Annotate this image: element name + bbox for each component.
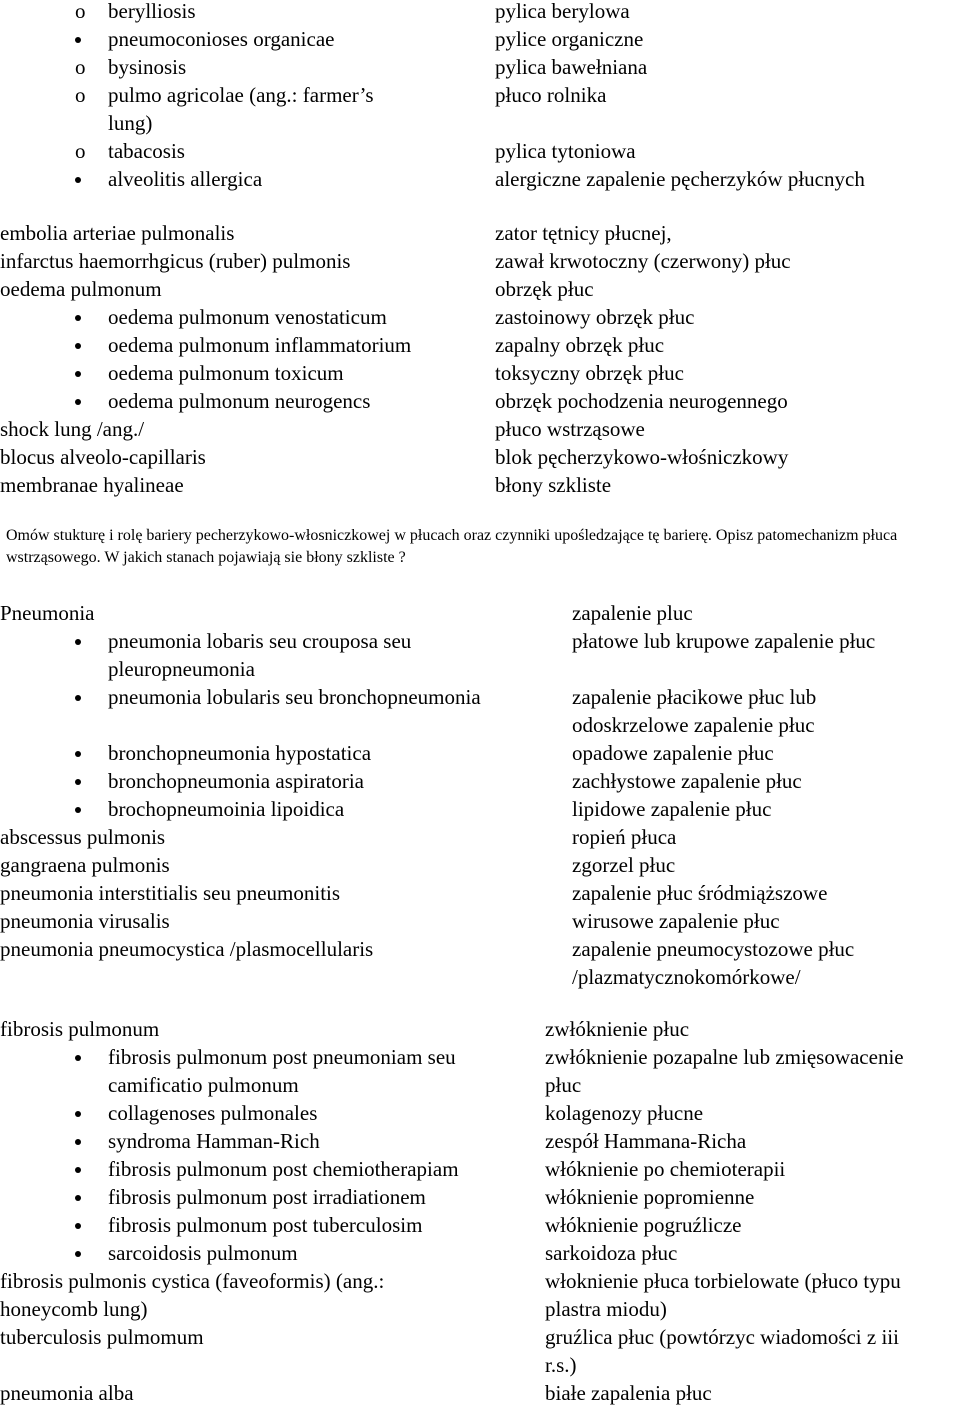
- latin-term: bronchopneumonia hypostatica: [108, 741, 372, 765]
- term-row: [0, 25, 960, 53]
- latin-term: brochopneumoinia lipoidica: [108, 797, 345, 821]
- polish-translation: kolagenozy płucne: [545, 1101, 704, 1125]
- polish-translation: obrzęk płuc: [495, 277, 594, 301]
- polish-translation: zapalenie płacikowe płuc lub: [572, 685, 817, 709]
- polish-translation: obrzęk pochodzenia neurogennego: [495, 389, 788, 413]
- term-row: [0, 1071, 960, 1099]
- term-row: [0, 1043, 960, 1071]
- term-row: [0, 81, 960, 109]
- latin-term: infarctus haemorrhgicus (ruber) pulmonis: [0, 249, 351, 273]
- latin-term: pneumonia lobularis seu bronchopneumonia: [108, 685, 481, 709]
- term-row: [0, 53, 960, 81]
- polish-translation: zastoinowy obrzęk płuc: [495, 305, 695, 329]
- term-row: [0, 1351, 960, 1379]
- latin-term: pneumonia lobaris seu crouposa seu: [108, 629, 412, 653]
- latin-term: bronchopneumonia aspiratoria: [108, 769, 364, 793]
- term-row: [0, 1127, 960, 1155]
- latin-term: membranae hyalineae: [0, 473, 184, 497]
- latin-term: oedema pulmonum: [0, 277, 162, 301]
- polish-translation: gruźlica płuc (powtórzyc wiadomości z iii: [545, 1325, 899, 1349]
- term-row: [0, 165, 960, 193]
- term-row: [0, 303, 960, 331]
- latin-term: shock lung /ang./: [0, 417, 145, 441]
- term-row: [0, 415, 960, 443]
- term-row: [0, 1155, 960, 1183]
- term-row: [0, 1267, 960, 1295]
- latin-term: oedema pulmonum toxicum: [108, 361, 344, 385]
- polish-translation: pylica tytoniowa: [495, 139, 636, 163]
- latin-term: fibrosis pulmonis cystica (faveoformis) (ang.:: [0, 1269, 385, 1293]
- term-row: [0, 471, 960, 499]
- polish-translation: wirusowe zapalenie płuc: [572, 909, 780, 933]
- term-row: [0, 137, 960, 165]
- section-pneumoconioses: [0, 0, 960, 193]
- term-row: [0, 1211, 960, 1239]
- latin-term: embolia arteriae pulmonalis: [0, 221, 235, 245]
- latin-term: fibrosis pulmonum post irradiationem: [108, 1185, 426, 1209]
- section-fibrosis: [0, 1015, 960, 1407]
- polish-translation: alergiczne zapalenie pęcherzyków płucnych: [495, 167, 865, 191]
- polish-translation: opadowe zapalenie płuc: [572, 741, 774, 765]
- latin-term: oedema pulmonum neurogencs: [108, 389, 371, 413]
- polish-translation: pylica berylowa: [495, 0, 630, 23]
- latin-term: camificatio pulmonum: [108, 1073, 299, 1097]
- polish-translation: błony szkliste: [495, 473, 612, 497]
- polish-translation: ropień płuca: [572, 825, 677, 849]
- latin-term: sarcoidosis pulmonum: [108, 1241, 298, 1265]
- term-row: [0, 387, 960, 415]
- term-row: [0, 1295, 960, 1323]
- polish-translation: płuco wstrząsowe: [495, 417, 645, 441]
- term-row: [0, 879, 960, 907]
- latin-term: fibrosis pulmonum post pneumoniam seu: [108, 1045, 456, 1069]
- term-row: [0, 1323, 960, 1351]
- polish-translation: zapalenie pluc: [572, 601, 693, 625]
- polish-translation: zapalenie płuc śródmiąższowe: [572, 881, 828, 905]
- latin-term: honeycomb lung): [0, 1297, 148, 1321]
- term-row: [0, 109, 960, 137]
- latin-term: o bysinosis: [108, 53, 186, 81]
- term-row: [0, 823, 960, 851]
- polish-translation: odoskrzelowe zapalenie płuc: [572, 713, 815, 737]
- polish-translation: włóknienie popromienne: [545, 1185, 755, 1209]
- polish-translation: zawał krwotoczny (czerwony) płuc: [495, 249, 791, 273]
- polish-translation: zwłóknienie płuc: [545, 1017, 690, 1041]
- latin-term: abscessus pulmonis: [0, 825, 166, 849]
- latin-term: oedema pulmonum venostaticum: [108, 305, 387, 329]
- polish-translation: białe zapalenia płuc: [545, 1381, 712, 1405]
- polish-translation: /plazmatycznokomórkowe/: [572, 965, 801, 989]
- term-row: [0, 1239, 960, 1267]
- latin-term: Pneumonia: [0, 601, 95, 625]
- term-row: [0, 331, 960, 359]
- term-row: [0, 851, 960, 879]
- polish-translation: włoknienie płuca torbielowate (płuco typu: [545, 1269, 901, 1293]
- polish-translation: zespół Hammana-Richa: [545, 1129, 747, 1153]
- term-row: [0, 739, 960, 767]
- section-circulatory-disorders: [0, 219, 960, 499]
- term-row: [0, 963, 960, 991]
- term-row: [0, 275, 960, 303]
- term-row: [0, 655, 960, 683]
- term-row: [0, 627, 960, 655]
- latin-term: gangraena pulmonis: [0, 853, 170, 877]
- term-row: [0, 1015, 960, 1043]
- latin-term: pneumonia virusalis: [0, 909, 170, 933]
- term-row: [0, 599, 960, 627]
- term-row: [0, 683, 960, 711]
- latin-term: pneumonia alba: [0, 1381, 134, 1405]
- term-row: [0, 247, 960, 275]
- polish-translation: płuc: [545, 1073, 582, 1097]
- term-row: [0, 359, 960, 387]
- latin-term: oedema pulmonum inflammatorium: [108, 333, 412, 357]
- term-row: [0, 907, 960, 935]
- polish-translation: blok pęcherzykowo-włośniczkowy: [495, 445, 789, 469]
- term-row: [0, 1379, 960, 1407]
- latin-term: o pulmo agricolae (ang.: farmer’s: [108, 81, 374, 109]
- polish-translation: sarkoidoza płuc: [545, 1241, 678, 1265]
- term-row: [0, 711, 960, 739]
- term-row: [0, 795, 960, 823]
- latin-term: alveolitis allergica: [108, 167, 263, 191]
- polish-translation: plastra miodu): [545, 1297, 667, 1321]
- latin-term: pneumonia interstitialis seu pneumonitis: [0, 881, 341, 905]
- term-row: [0, 1099, 960, 1127]
- term-row: [0, 1183, 960, 1211]
- term-row: [0, 767, 960, 795]
- latin-term: lung): [108, 111, 153, 135]
- latin-term: blocus alveolo-capillaris: [0, 445, 206, 469]
- polish-translation: zachłystowe zapalenie płuc: [572, 769, 802, 793]
- term-row: [0, 443, 960, 471]
- polish-translation: zator tętnicy płucnej,: [495, 221, 672, 245]
- latin-term: o berylliosis: [108, 0, 196, 25]
- latin-term: tuberculosis pulmomum: [0, 1325, 204, 1349]
- polish-translation: toksyczny obrzęk płuc: [495, 361, 684, 385]
- latin-term: pleuropneumonia: [108, 657, 255, 681]
- latin-term: syndroma Hamman-Rich: [108, 1129, 320, 1153]
- latin-term: o tabacosis: [108, 137, 185, 165]
- latin-term: fibrosis pulmonum post chemiotherapiam: [108, 1157, 459, 1181]
- latin-term: pneumonia pneumocystica /plasmocellularis: [0, 937, 374, 961]
- polish-translation: zapalny obrzęk płuc: [495, 333, 665, 357]
- polish-translation: włóknienie pogruźlicze: [545, 1213, 742, 1237]
- polish-translation: pylice organiczne: [495, 27, 644, 51]
- term-row: [0, 935, 960, 963]
- latin-term: fibrosis pulmonum: [0, 1017, 160, 1041]
- polish-translation: r.s.): [545, 1353, 577, 1377]
- polish-translation: zapalenie pneumocystozowe płuc: [572, 937, 855, 961]
- latin-term: pneumoconioses organicae: [108, 27, 335, 51]
- section-pneumonia: [0, 599, 960, 991]
- polish-translation: zgorzel płuc: [572, 853, 676, 877]
- term-row: [0, 219, 960, 247]
- polish-translation: zwłóknienie pozapalne lub zmięsowacenie: [545, 1045, 904, 1069]
- latin-term: collagenoses pulmonales: [108, 1101, 318, 1125]
- polish-translation: włóknienie po chemioterapii: [545, 1157, 786, 1181]
- latin-term: fibrosis pulmonum post tuberculosim: [108, 1213, 423, 1237]
- study-question: Omów stukturę i rolę bariery pecherzykowo-włosniczkowej w płucach oraz czynniki upośledzające tę barierę. Opisz patomechanizm płuca wstrząsowego. W jakich stanach pojawiają sie błony szkliste ?: [6, 527, 898, 566]
- polish-translation: płuco rolnika: [495, 83, 607, 107]
- polish-translation: pylica bawełniana: [495, 55, 648, 79]
- term-row: [0, 0, 960, 25]
- polish-translation: lipidowe zapalenie płuc: [572, 797, 772, 821]
- polish-translation: płatowe lub krupowe zapalenie płuc: [572, 629, 876, 653]
